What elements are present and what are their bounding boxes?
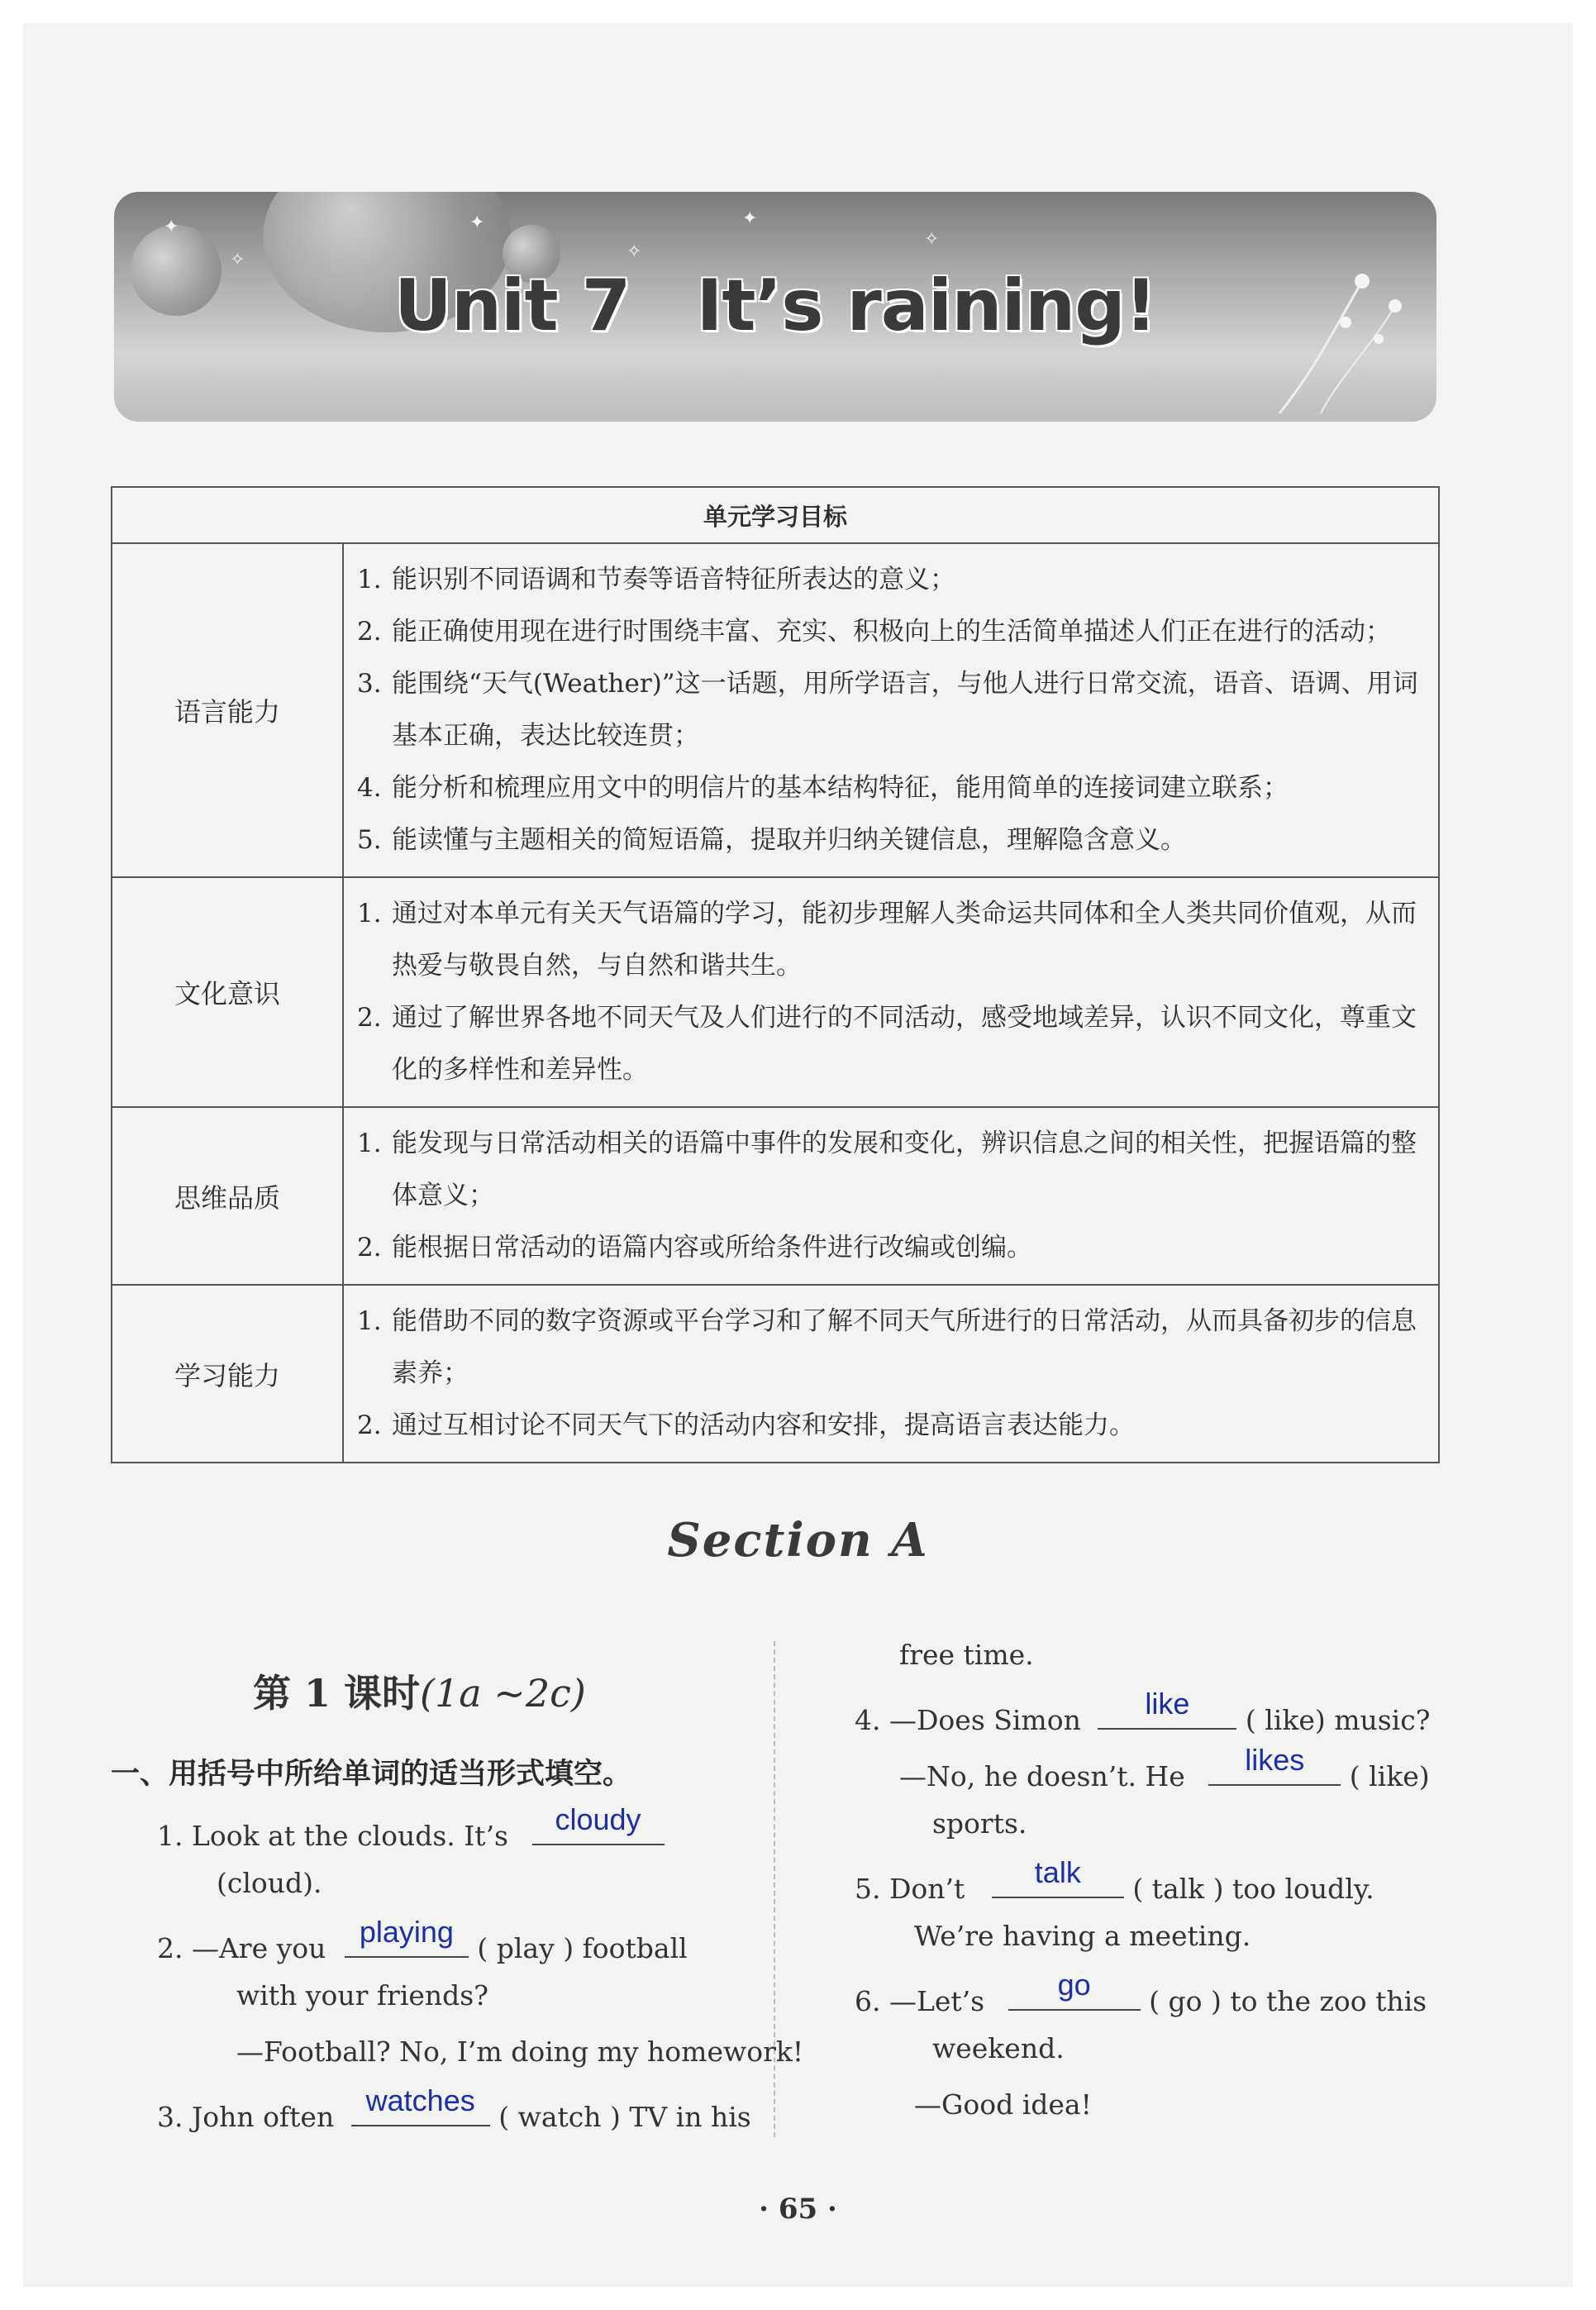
objective-item-number: 4. <box>357 773 382 803</box>
answer-blank[interactable]: like <box>1098 1695 1236 1730</box>
objective-item-text: 通过对本单元有关天气语篇的学习，能初步理解人类命运共同体和全人类共同价值观，从而热爱与敬畏自然，与自然和谐共生。 <box>392 899 1417 981</box>
objective-items <box>343 1285 1439 1463</box>
question-1: 1. Look at the clouds. It’s cloudy <box>157 1811 665 1852</box>
objective-items <box>343 543 1439 877</box>
objectives-header: 单元学习目标 <box>112 487 1439 543</box>
answer-blank[interactable]: talk <box>992 1864 1124 1898</box>
question-6: 6. —Let’s go ( go ) to the zoo this <box>855 1968 1427 2017</box>
unit-banner: ✦ ✧ ✦ ✧ ✦ ✧ Unit 7 It’s raining! <box>114 192 1436 422</box>
objective-items <box>343 877 1439 1107</box>
objective-item-text: 能识别不同语调和节奏等语音特征所表达的意义； <box>392 565 955 594</box>
objective-category: 思维品质 <box>112 1107 343 1285</box>
objective-item-text: 能围绕“天气(Weather)”这一话题，用所学语言，与他人进行日常交流，语音、语调、用词基本正确，表达比较连贯； <box>392 669 1418 751</box>
lesson-title: 第 1 课时(1a ~2c) <box>253 1671 586 1716</box>
objective-item-number: 1. <box>357 1129 382 1158</box>
section-title: Section A <box>667 1513 929 1568</box>
objective-category: 语言能力 <box>112 543 343 877</box>
objective-item-number: 3. <box>357 669 382 699</box>
objective-item-text: 通过互相讨论不同天气下的活动内容和安排，提高语言表达能力。 <box>392 1410 1135 1440</box>
objective-item-text: 能正确使用现在进行时围绕丰富、充实、积极向上的生活简单描述人们正在进行的活动； <box>392 617 1391 647</box>
objective-item-number: 2. <box>357 617 382 647</box>
objective-item-number: 2. <box>357 1410 382 1440</box>
objective-item-text: 能分析和梳理应用文中的明信片的基本结构特征，能用简单的连接词建立联系； <box>392 773 1289 803</box>
question-6-cont: weekend. <box>932 2032 1065 2064</box>
objective-item <box>357 606 1425 658</box>
question-2: 2. —Are you playing ( play ) football <box>157 1915 688 1964</box>
question-4-reply: —No, he doesn’t. He likes ( like) <box>899 1743 1430 1792</box>
question-5-cont: We’re having a meeting. <box>914 1920 1251 1952</box>
objectives-table <box>111 486 1440 1463</box>
objective-item-number: 1. <box>357 565 382 594</box>
answer-blank[interactable]: cloudy <box>532 1811 665 1845</box>
unit-title: Unit 7 It’s raining! <box>394 265 1156 347</box>
objective-item-text: 通过了解世界各地不同天气及人们进行的不同活动，感受地域差异，认识不同文化，尊重文化的多样性和差异性。 <box>392 1003 1417 1085</box>
objective-item-number: 5. <box>357 825 382 855</box>
objective-item-text: 能根据日常活动的语篇内容或所给条件进行改编或创编。 <box>392 1233 1032 1262</box>
objective-item <box>357 1296 1425 1400</box>
objective-item <box>357 992 1425 1096</box>
objective-row <box>112 877 1439 1107</box>
question-4: 4. —Does Simon like ( like) music? <box>855 1687 1431 1736</box>
objective-row <box>112 543 1439 877</box>
question-2-cont: with your friends? <box>236 1979 488 2012</box>
page-number: · 65 · <box>759 2193 837 2226</box>
objective-item-text: 能发现与日常活动相关的语篇中事件的发展和变化，辨识信息之间的相关性，把握语篇的整体意义； <box>392 1129 1417 1210</box>
answer-blank[interactable]: go <box>1008 1976 1141 2011</box>
question-3: 3. John often watches ( watch ) TV in his <box>157 2083 751 2133</box>
question-1-cont: (cloud). <box>217 1867 322 1899</box>
objective-item-number: 2. <box>357 1233 382 1262</box>
answer-blank[interactable]: likes <box>1208 1751 1341 1786</box>
objective-item <box>357 1400 1425 1452</box>
objective-item-number: 1. <box>357 899 382 928</box>
answer-blank[interactable]: watches <box>351 2092 490 2126</box>
objective-row <box>112 1107 1439 1285</box>
answer-blank[interactable]: playing <box>345 1923 469 1958</box>
objective-item-text: 能借助不同的数字资源或平台学习和了解不同天气所进行的日常活动，从而具备初步的信息素养； <box>392 1306 1417 1388</box>
objective-item <box>357 554 1425 606</box>
question-4-cont: sports. <box>932 1807 1027 1840</box>
question-3-cont: free time. <box>899 1639 1034 1671</box>
objective-item-number: 2. <box>357 1003 382 1033</box>
objective-item-number: 1. <box>357 1306 382 1336</box>
objective-item <box>357 658 1425 762</box>
objective-item <box>357 814 1425 866</box>
exercise-title: 一、用括号中所给单词的适当形式填空。 <box>111 1758 632 1791</box>
objective-row <box>112 1285 1439 1463</box>
objective-items <box>343 1107 1439 1285</box>
question-6-reply: —Good idea! <box>914 2088 1092 2121</box>
objective-item <box>357 1118 1425 1222</box>
objective-item <box>357 762 1425 814</box>
question-2-reply: —Football? No, I’m doing my homework! <box>236 2036 804 2068</box>
question-5: 5. Don’t talk ( talk ) too loudly. <box>855 1855 1374 1905</box>
objective-category: 文化意识 <box>112 877 343 1107</box>
objective-item-text: 能读懂与主题相关的简短语篇，提取并归纳关键信息，理解隐含意义。 <box>392 825 1186 855</box>
objective-item <box>357 888 1425 992</box>
objective-item <box>357 1222 1425 1274</box>
objective-category: 学习能力 <box>112 1285 343 1463</box>
